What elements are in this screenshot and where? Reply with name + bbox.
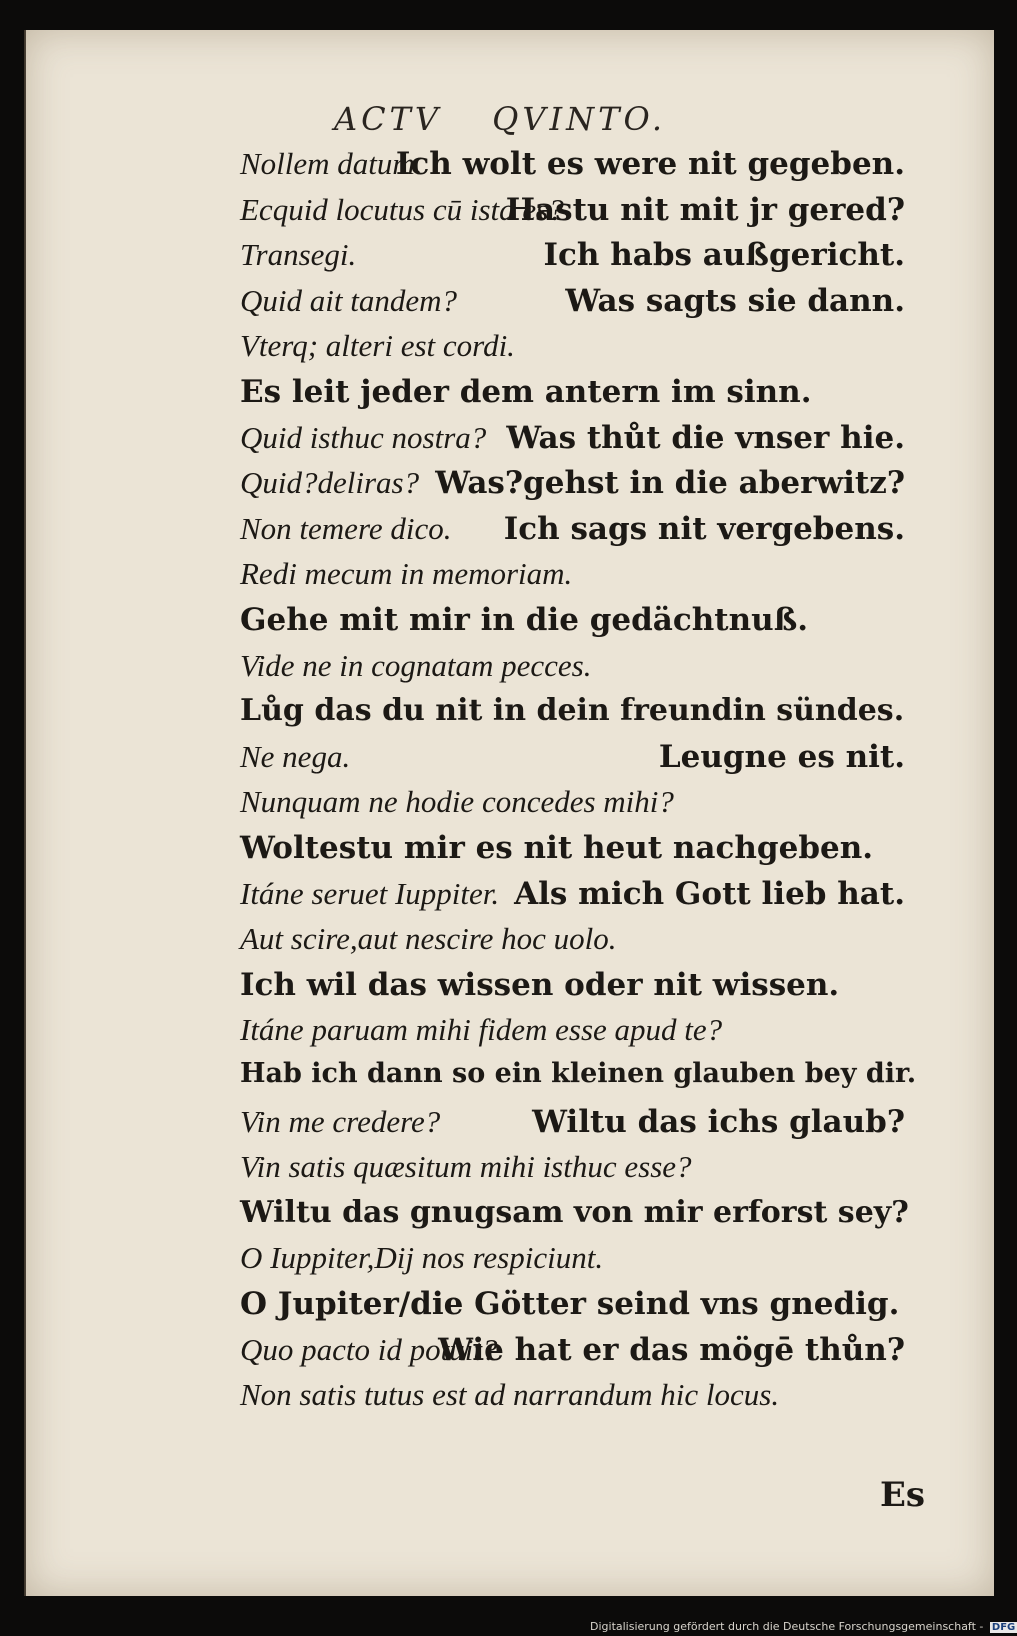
footer-credit: [590, 1620, 1017, 1633]
line-text-left: Nollem datum.: [240, 146, 423, 181]
line-text-right: Was sagts sie dann.: [565, 282, 905, 319]
line-text-right: Hastu nit mit jr gered?: [505, 191, 905, 228]
line-text-left: Lůg das du nit in dein freundin sündes.: [240, 693, 905, 729]
line-text-right: Ich habs außgericht.: [543, 237, 905, 274]
line-text-left: O Iuppiter,Dij nos respiciunt.: [240, 1240, 604, 1276]
line-text-left: Vin me credere?: [240, 1103, 441, 1139]
line-text-left: Ich wil das wissen oder nit wissen.: [240, 966, 840, 1003]
text-line: [240, 283, 457, 319]
text-line: [240, 237, 356, 273]
text-line: [240, 328, 515, 364]
text-line: [240, 1240, 603, 1276]
line-text-left: Nunquam ne hodie concedes mihi?: [240, 784, 674, 820]
line-text-left: Non satis tutus est ad narrandum hic locus.: [240, 1377, 780, 1413]
header-left: ACTV: [333, 100, 442, 138]
text-line: [240, 1286, 899, 1322]
line-text-left: Ecquid locutus cū ista es?: [240, 191, 564, 227]
text-line: [240, 420, 486, 456]
line-text-right: Wiltu das ichs glaub?: [532, 1103, 905, 1140]
line-text-left: Quo pacto id potuit?: [240, 1331, 498, 1367]
line-text-right: Wie hat er das mögē thůn?: [438, 1331, 905, 1368]
text-line: [240, 739, 350, 775]
line-text-right: Was thůt die vnser hie.: [506, 419, 905, 456]
text-line: [240, 556, 572, 592]
line-text-left: Vide ne in cognatam pecces.: [240, 647, 592, 683]
line-text-left: Redi mecum in memoriam.: [240, 556, 573, 592]
line-text-left: Quid isthuc nostra?: [240, 419, 487, 455]
line-text-left: Quid?deliras?: [240, 465, 420, 501]
line-text-right: Leugne es nit.: [658, 738, 905, 775]
line-text-left: Es leit jeder dem antern im sinn.: [240, 374, 812, 410]
line-text-left: Aut scire,aut nescire hoc uolo.: [240, 921, 617, 957]
dfg-logo: DFG: [991, 1622, 1016, 1633]
line-text-right: Als mich Gott lieb hat.: [514, 875, 905, 912]
line-text-left: Itáne paruam mihi fidem esse apud te?: [240, 1012, 723, 1048]
text-line: [240, 876, 499, 912]
line-text-left: Quid ait tandem?: [240, 282, 457, 318]
line-text-right: Was?gehst in die aberwitz?: [435, 465, 905, 502]
line-text-left: Wiltu das gnugsam von mir erforst sey?: [240, 1194, 909, 1230]
line-text-left: Ne nega.: [240, 738, 351, 774]
text-line: [240, 830, 873, 866]
text-line: [240, 465, 419, 501]
text-line: [240, 1377, 779, 1413]
line-text-left: Vin satis quæsitum mihi isthuc esse?: [240, 1149, 692, 1185]
text-line: [240, 784, 674, 820]
text-line: [240, 1149, 692, 1185]
line-text-left: Vterq; alteri est cordi.: [240, 328, 515, 364]
line-text-left: Itáne seruet Iuppiter.: [240, 875, 500, 911]
text-line: [240, 511, 452, 547]
text-line: [240, 648, 592, 684]
line-text-left: Hab ich dann so ein kleinen glauben bey dir.: [240, 1058, 917, 1089]
text-line: [240, 602, 808, 638]
line-text-left: Gehe mit mir in die gedächtnuß.: [240, 602, 809, 638]
line-text-left: Non temere dico.: [240, 510, 452, 546]
text-line: [240, 1012, 722, 1048]
line-text-right: Ich wolt es were nit gegeben.: [395, 146, 905, 182]
catchword: Es: [880, 1475, 926, 1515]
text-line: [240, 1195, 909, 1230]
footer-text: Digitalisierung gefördert durch die Deutsche Forschungsgemeinschaft -: [590, 1620, 984, 1633]
line-text-left: Woltestu mir es nit heut nachgeben.: [240, 830, 874, 866]
text-line: [240, 693, 904, 728]
running-header: [0, 100, 1000, 138]
text-line: [240, 1104, 440, 1140]
line-text-left: Transegi.: [240, 237, 357, 273]
text-line: [240, 921, 617, 957]
header-right: QVINTO.: [492, 100, 667, 138]
text-line: [240, 1058, 916, 1089]
text-line: [240, 967, 839, 1003]
line-text-left: O Jupiter/die Götter seind vns gnedig.: [240, 1286, 900, 1322]
line-text-right: Ich sags nit vergebens.: [503, 510, 905, 547]
text-line: [240, 374, 812, 410]
